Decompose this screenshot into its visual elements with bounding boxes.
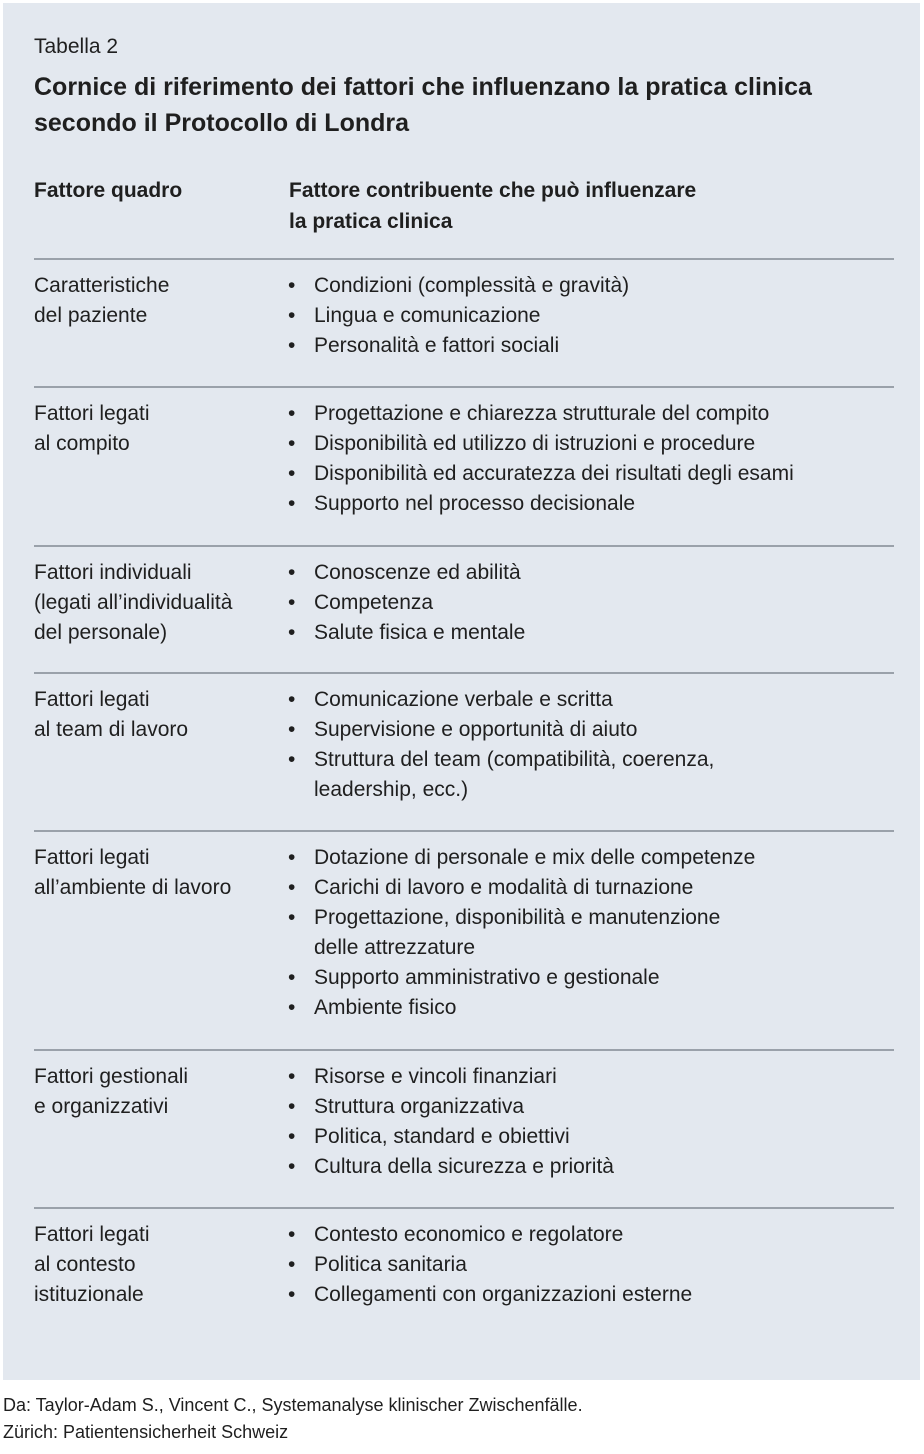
list-item-line: • Progettazione, disponibilità e manutenzione	[314, 906, 721, 929]
contributing-factor-list	[286, 1220, 886, 1310]
contributing-factor-list	[286, 558, 886, 648]
factor-line: (legati all’individualità	[34, 591, 233, 614]
list-item-line: • Cultura della sicurezza e priorità	[314, 1155, 614, 1178]
column-header-line: Fattore contribuente che può influenzare	[289, 179, 697, 202]
list-item	[286, 1220, 886, 1250]
list-item-line: • Supporto nel processo decisionale	[314, 492, 636, 515]
source-line: Da: Taylor-Adam S., Vincent C., Systemanalyse klinischer Zwischenfälle.	[3, 1395, 583, 1415]
factor-line: al contesto	[34, 1253, 136, 1276]
list-item	[286, 588, 886, 618]
table-row	[34, 258, 894, 357]
list-item-line: • Risorse e vincoli finanziari	[314, 1065, 557, 1088]
contributing-factor-list	[286, 685, 886, 805]
list-item-line: • Collegamenti con organizzazioni esterne	[314, 1283, 693, 1306]
factor-line: al compito	[34, 432, 130, 455]
table-panel	[3, 3, 920, 1380]
table-row	[34, 545, 894, 644]
list-item	[286, 745, 886, 805]
list-item-line: leadership, ecc.)	[314, 778, 469, 801]
factor-line: del paziente	[34, 304, 148, 327]
list-item-line: • Salute fisica e mentale	[314, 621, 526, 644]
contributing-factor-list	[286, 1062, 886, 1182]
list-item-line: • Personalità e fattori sociali	[314, 334, 560, 357]
source-line: Zürich: Patientensicherheit Schweiz	[3, 1422, 289, 1442]
contributing-factor-list	[286, 271, 886, 361]
list-item-line: • Politica sanitaria	[314, 1253, 467, 1276]
factor-line: Fattori legati	[34, 402, 150, 425]
list-item	[286, 993, 886, 1023]
factor-line: Caratteristiche	[34, 274, 170, 297]
list-item	[286, 903, 886, 963]
factor-cell	[34, 685, 274, 745]
list-item	[286, 963, 886, 993]
list-item-line: • Carichi di lavoro e modalità di turnazione	[314, 876, 694, 899]
list-item	[286, 1152, 886, 1182]
table-row	[34, 830, 894, 1019]
list-item-line: • Struttura organizzativa	[314, 1095, 525, 1118]
list-item	[286, 331, 886, 361]
list-item-line: • Disponibilità ed utilizzo di istruzioni e procedure	[314, 432, 756, 455]
table-row	[34, 1049, 894, 1178]
table-title-line: Cornice di riferimento dei fattori che influenzano la pratica clinica	[34, 73, 812, 101]
list-item-line: • Condizioni (complessità e gravità)	[314, 274, 630, 297]
list-item	[286, 271, 886, 301]
factor-line: istituzionale	[34, 1283, 144, 1306]
column-header-line: la pratica clinica	[289, 210, 453, 233]
factor-line: Fattori legati	[34, 846, 150, 869]
list-item-line: • Conoscenze ed abilità	[314, 561, 521, 584]
list-item-line: delle attrezzature	[314, 936, 476, 959]
list-item-line: • Struttura del team (compatibilità, coerenza,	[314, 748, 715, 771]
list-item-line: • Competenza	[314, 591, 434, 614]
list-item	[286, 399, 886, 429]
list-item-line: • Dotazione di personale e mix delle competenze	[314, 846, 756, 869]
list-item	[286, 459, 886, 489]
factor-cell	[34, 399, 274, 459]
list-item	[286, 558, 886, 588]
list-item	[286, 489, 886, 519]
column-header-contributing	[289, 175, 696, 237]
list-item-line: • Ambiente fisico	[314, 996, 457, 1019]
table-label: Tabella 2	[34, 35, 119, 58]
list-item	[286, 685, 886, 715]
factor-line: Fattori gestionali	[34, 1065, 189, 1088]
contributing-factor-list	[286, 399, 886, 519]
list-item-line: • Politica, standard e obiettivi	[314, 1125, 570, 1148]
list-item	[286, 429, 886, 459]
table-title	[34, 69, 894, 141]
list-item	[286, 873, 886, 903]
list-item	[286, 618, 886, 648]
list-item-line: • Comunicazione verbale e scritta	[314, 688, 613, 711]
factor-cell	[34, 843, 274, 903]
source-citation	[3, 1392, 583, 1446]
factor-line: Fattori legati	[34, 688, 150, 711]
list-item	[286, 301, 886, 331]
factor-line: al team di lavoro	[34, 718, 189, 741]
list-item-line: • Progettazione e chiarezza strutturale del compito	[314, 402, 770, 425]
list-item-line: • Disponibilità ed accuratezza dei risultati degli esami	[314, 462, 794, 485]
table-title-line: secondo il Protocollo di Londra	[34, 109, 410, 137]
table-row	[34, 672, 894, 801]
contributing-factor-list	[286, 843, 886, 1023]
list-item	[286, 843, 886, 873]
factor-cell	[34, 1062, 274, 1122]
list-item	[286, 715, 886, 745]
factor-line: Fattori legati	[34, 1223, 150, 1246]
list-item	[286, 1122, 886, 1152]
list-item-line: • Lingua e comunicazione	[314, 304, 541, 327]
list-item	[286, 1250, 886, 1280]
list-item-line: • Supporto amministrativo e gestionale	[314, 966, 660, 989]
factor-line: all’ambiente di lavoro	[34, 876, 232, 899]
list-item	[286, 1092, 886, 1122]
factor-cell	[34, 558, 274, 648]
factor-line: Fattori individuali	[34, 561, 192, 584]
list-item	[286, 1280, 886, 1310]
table-row	[34, 1207, 894, 1306]
list-item	[286, 1062, 886, 1092]
factor-line: del personale)	[34, 621, 168, 644]
factor-line: e organizzativi	[34, 1095, 169, 1118]
column-header-factor: Fattore quadro	[34, 179, 183, 202]
table-row	[34, 386, 894, 515]
factor-cell	[34, 1220, 274, 1310]
list-item-line: • Supervisione e opportunità di aiuto	[314, 718, 638, 741]
list-item-line: • Contesto economico e regolatore	[314, 1223, 624, 1246]
factor-cell	[34, 271, 274, 331]
